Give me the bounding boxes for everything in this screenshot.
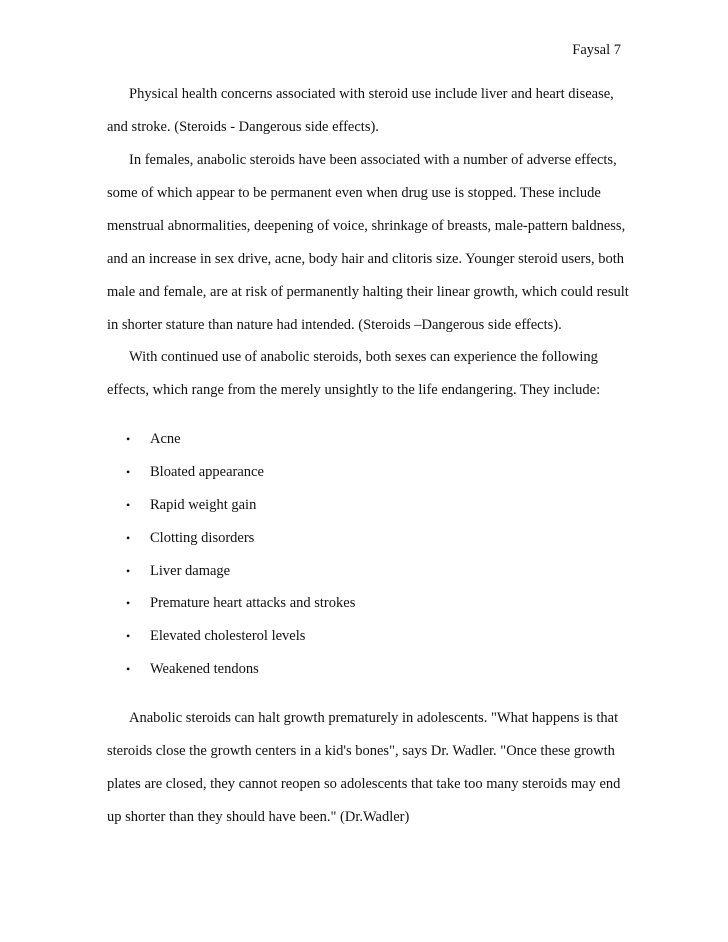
- text-line: and an increase in sex drive, acne, body hair and clitoris size. Younger steroid users, both: [107, 251, 625, 267]
- bullet-icon: •: [126, 498, 131, 512]
- text-line: Physical health concerns associated with steroid use include liver and heart disease,: [129, 86, 614, 102]
- list-item-text: Elevated cholesterol levels: [150, 628, 306, 644]
- list-item: [126, 661, 259, 678]
- list-item-text: Rapid weight gain: [150, 497, 257, 513]
- bullet-icon: •: [126, 465, 131, 479]
- list-item-text: Premature heart attacks and strokes: [150, 595, 356, 611]
- list-item-text: Clotting disorders: [150, 530, 255, 546]
- list-item: [126, 530, 254, 547]
- text-line: In females, anabolic steroids have been associated with a number of adverse effects,: [129, 152, 617, 168]
- list-item-text: Weakened tendons: [150, 661, 259, 677]
- text-line: up shorter than they should have been." (Dr.Wadler): [107, 809, 410, 825]
- list-item: [126, 595, 355, 612]
- list-item: [126, 464, 264, 481]
- list-item: [126, 497, 256, 514]
- bullet-icon: •: [126, 531, 131, 545]
- text-line: male and female, are at risk of permanently halting their linear growth, which could result: [107, 284, 629, 300]
- text-line: With continued use of anabolic steroids, both sexes can experience the following: [129, 349, 598, 365]
- page-header: [572, 42, 621, 59]
- list-item: [126, 563, 230, 580]
- text-line: menstrual abnormalities, deepening of voice, shrinkage of breasts, male-pattern baldness,: [107, 218, 626, 234]
- list-item: [126, 628, 305, 645]
- list-item-text: Liver damage: [150, 563, 231, 579]
- text-line: steroids close the growth centers in a kid's bones", says Dr. Wadler. "Once these growth: [107, 743, 615, 759]
- bullet-icon: •: [126, 564, 131, 578]
- text-line: in shorter stature than nature had intended. (Steroids –Dangerous side effects).: [107, 317, 562, 333]
- bullet-icon: •: [126, 662, 131, 676]
- bullet-icon: •: [126, 629, 131, 643]
- text-line: effects, which range from the merely unsightly to the life endangering. They include:: [107, 382, 601, 398]
- text-line: Anabolic steroids can halt growth prematurely in adolescents. "What happens is that: [129, 710, 619, 726]
- bullet-icon: •: [126, 432, 131, 446]
- text-line: plates are closed, they cannot reopen so adolescents that take too many steroids may end: [107, 776, 621, 792]
- running-head: Faysal 7: [572, 42, 621, 58]
- list-item: [126, 431, 181, 448]
- bullet-icon: •: [126, 596, 131, 610]
- list-item-text: Bloated appearance: [150, 464, 264, 480]
- text-line: some of which appear to be permanent even when drug use is stopped. These include: [107, 185, 601, 201]
- text-line: and stroke. (Steroids - Dangerous side effects).: [107, 119, 379, 135]
- list-item-text: Acne: [150, 431, 181, 447]
